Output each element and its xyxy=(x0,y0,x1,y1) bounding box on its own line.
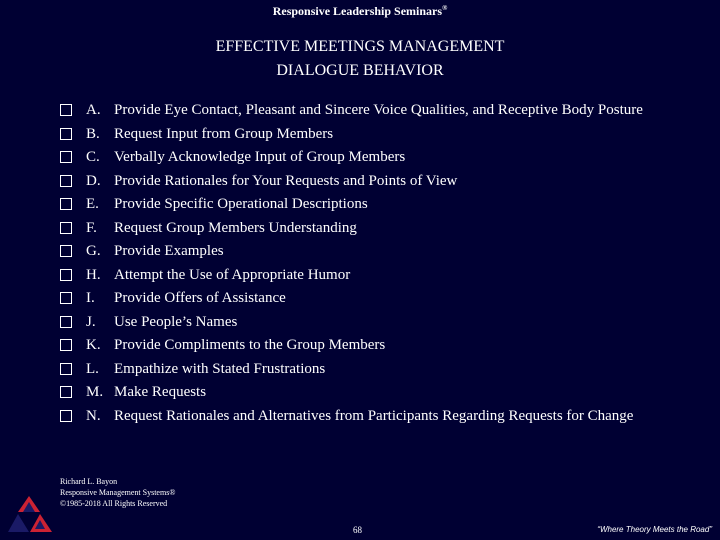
checklist-item xyxy=(60,146,660,170)
checkbox[interactable] xyxy=(60,363,72,375)
item-text: Request Rationales and Alternatives from Participants Regarding Requests for Change xyxy=(114,407,634,424)
item-text: Attempt the Use of Appropriate Humor xyxy=(114,266,351,283)
item-text: Use People’s Names xyxy=(114,313,238,330)
triangle-logo-icon xyxy=(8,494,54,534)
checkbox[interactable] xyxy=(60,316,72,328)
page-number: 68 xyxy=(353,525,362,535)
item-letter: N. xyxy=(86,407,101,424)
checklist-item xyxy=(60,99,660,123)
item-text: Provide Offers of Assistance xyxy=(114,290,286,306)
checklist-item xyxy=(60,217,660,241)
item-text: Provide Compliments to the Group Members xyxy=(114,337,386,353)
checklist-item xyxy=(60,240,660,264)
item-letter: H. xyxy=(86,266,101,283)
footer-author: Richard L. Bayon xyxy=(60,477,118,486)
footer-company: Responsive Management Systems® xyxy=(60,488,176,497)
checkbox[interactable] xyxy=(60,245,72,257)
checklist-item xyxy=(60,170,660,194)
checklist-item xyxy=(60,287,660,311)
item-text: Request Input from Group Members xyxy=(114,125,334,142)
item-letter: A. xyxy=(86,102,101,118)
item-letter: E. xyxy=(86,196,99,212)
item-letter: B. xyxy=(86,125,100,142)
item-letter: D. xyxy=(86,172,101,189)
item-text: Provide Specific Operational Descriptions xyxy=(114,196,368,212)
checkbox[interactable] xyxy=(60,339,72,351)
registered-mark: ® xyxy=(442,4,448,12)
title-line-1: EFFECTIVE MEETINGS MANAGEMENT xyxy=(215,38,505,55)
item-letter: L. xyxy=(86,360,99,377)
item-text: Empathize with Stated Frustrations xyxy=(114,360,326,377)
title-line-2: DIALOGUE BEHAVIOR xyxy=(276,62,444,79)
checkbox[interactable] xyxy=(60,292,72,304)
item-letter: G. xyxy=(86,243,101,259)
checklist-item xyxy=(60,334,660,358)
checklist-item xyxy=(60,264,660,288)
item-letter: F. xyxy=(86,219,97,236)
checkbox[interactable] xyxy=(60,386,72,398)
item-letter: K. xyxy=(86,337,101,353)
item-letter: C. xyxy=(86,149,100,165)
checklist-item xyxy=(60,193,660,217)
checkbox[interactable] xyxy=(60,222,72,234)
checklist-item xyxy=(60,123,660,147)
item-text: Request Group Members Understanding xyxy=(114,219,357,236)
item-text: Provide Rationales for Your Requests and Points of View xyxy=(114,172,458,189)
checkbox[interactable] xyxy=(60,269,72,281)
checkbox[interactable] xyxy=(60,151,72,163)
item-letter: I. xyxy=(86,290,95,306)
checkbox[interactable] xyxy=(60,104,72,116)
footer-credits xyxy=(60,476,175,509)
item-letter: M. xyxy=(86,384,104,400)
checkbox[interactable] xyxy=(60,198,72,210)
checklist-item xyxy=(60,381,660,405)
checkbox[interactable] xyxy=(60,175,72,187)
item-text: Provide Eye Contact, Pleasant and Sincere Voice Qualities, and Receptive Body Posture xyxy=(114,102,643,118)
checkbox[interactable] xyxy=(60,128,72,140)
item-letter: J. xyxy=(86,313,96,330)
slide-title xyxy=(0,35,720,83)
item-text: Make Requests xyxy=(114,384,207,400)
seminar-header-text: Responsive Leadership Seminars xyxy=(272,4,443,18)
seminar-header xyxy=(0,4,720,19)
checklist-item xyxy=(60,358,660,382)
checkbox[interactable] xyxy=(60,410,72,422)
footer-tagline: “Where Theory Meets the Road” xyxy=(597,525,712,534)
checklist-item xyxy=(60,405,660,429)
item-text: Verbally Acknowledge Input of Group Members xyxy=(114,149,406,165)
checklist-item xyxy=(60,311,660,335)
company-logo xyxy=(8,494,54,539)
footer-copyright: ©1985-2018 All Rights Reserved xyxy=(60,499,168,508)
item-text: Provide Examples xyxy=(114,243,224,259)
behavior-checklist xyxy=(60,99,660,428)
